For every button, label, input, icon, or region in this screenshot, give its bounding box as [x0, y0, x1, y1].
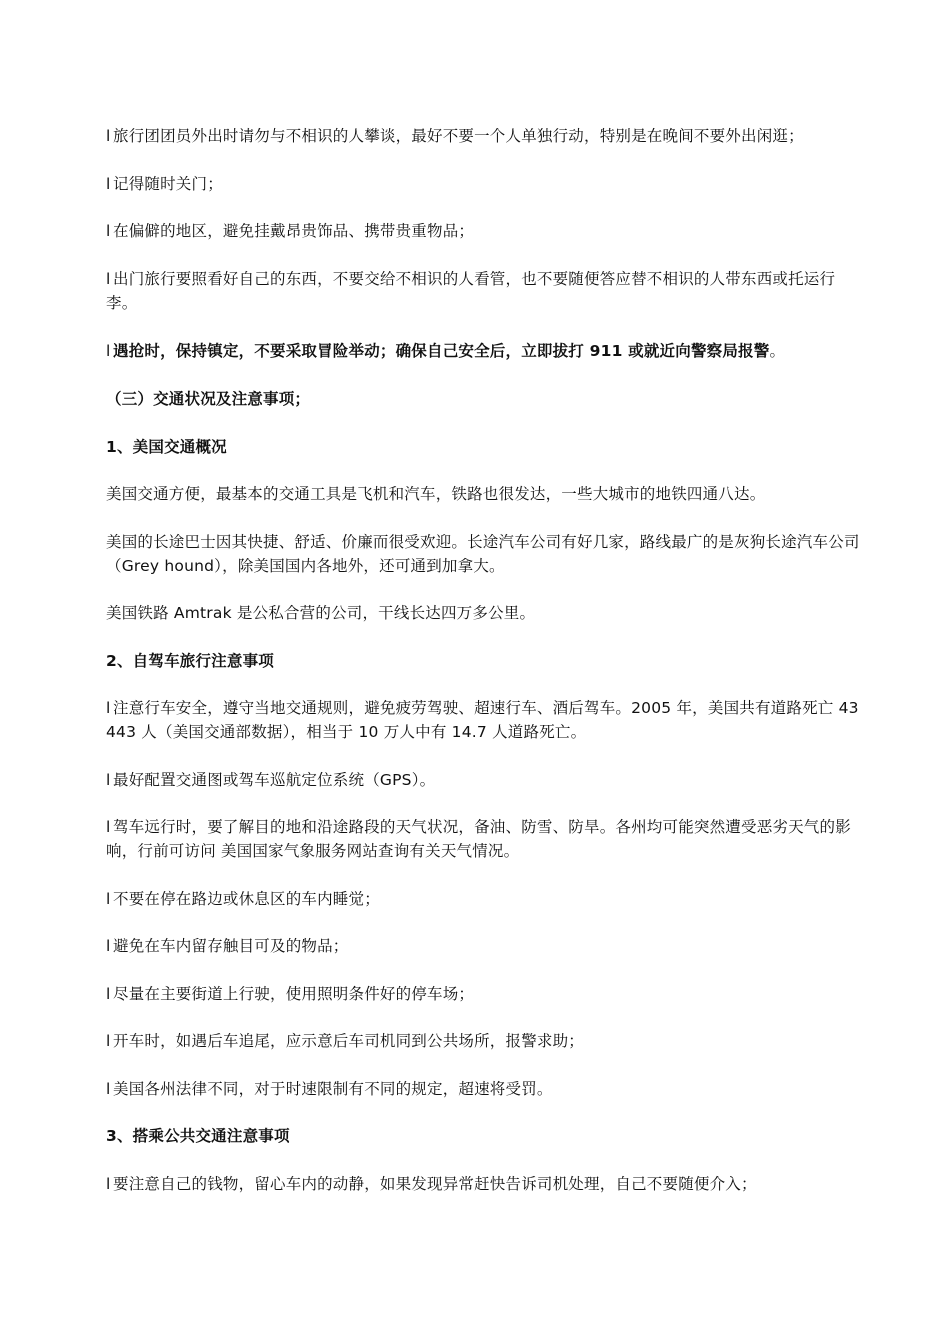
bullet-marker: l — [106, 127, 111, 145]
paragraph — [106, 530, 862, 578]
paragraph-text: 旅行团团员外出时请勿与不相识的人攀谈，最好不要一个人单独行动，特别是在晚间不要外出闲逛； — [113, 127, 804, 145]
paragraph-bullet — [106, 1029, 862, 1053]
bullet-marker: l — [106, 1080, 111, 1098]
paragraph-text: 最好配置交通图或驾车巡航定位系统（GPS）。 — [113, 771, 436, 789]
paragraph-text: 美国铁路 Amtrak 是公私合营的公司，干线长达四万多公里。 — [106, 604, 536, 622]
bullet-marker: l — [106, 937, 111, 955]
paragraph-text: 尽量在主要街道上行驶，使用照明条件好的停车场； — [113, 985, 475, 1003]
bullet-marker: l — [106, 1175, 111, 1193]
paragraph — [106, 482, 862, 506]
paragraph-bullet-bold — [106, 339, 862, 363]
paragraph-bullet — [106, 934, 862, 958]
subsection-heading-text: 1、美国交通概况 — [106, 438, 227, 456]
paragraph-bullet — [106, 815, 862, 863]
subsection-heading-text: 3、搭乘公共交通注意事项 — [106, 1127, 290, 1145]
paragraph-text: 在偏僻的地区，避免挂戴昂贵饰品、携带贵重物品； — [113, 222, 475, 240]
bullet-marker: l — [106, 771, 111, 789]
paragraph — [106, 601, 862, 625]
bullet-marker: l — [106, 270, 111, 288]
subsection-heading — [106, 435, 862, 459]
paragraph-text: 驾车远行时，要了解目的地和沿途路段的天气状况，备油、防雪、防旱。各州均可能突然遭受恶劣天气的影响，行前可访问 美国国家气象服务网站查询有关天气情况。 — [106, 818, 851, 860]
bullet-marker: l — [106, 342, 111, 360]
subsection-heading-text: 2、自驾车旅行注意事项 — [106, 652, 274, 670]
paragraph-text: 避免在车内留存触目可及的物品； — [113, 937, 349, 955]
paragraph-text: 美国的长途巴士因其快捷、舒适、价廉而很受欢迎。长途汽车公司有好几家，路线最广的是灰狗长途汽车公司（Grey hound），除美国国内各地外，还可通到加拿大。 — [106, 533, 860, 575]
paragraph-text: 出门旅行要照看好自己的东西，不要交给不相识的人看管，也不要随便答应替不相识的人带东西或托运行李。 — [106, 270, 836, 312]
bullet-marker: l — [106, 1032, 111, 1050]
paragraph-bullet — [106, 982, 862, 1006]
paragraph-bullet — [106, 696, 862, 744]
bullet-marker: l — [106, 818, 111, 836]
bullet-marker: l — [106, 890, 111, 908]
paragraph-bullet — [106, 124, 862, 148]
paragraph-bullet — [106, 219, 862, 243]
paragraph-text: 不要在停在路边或休息区的车内睡觉； — [113, 890, 380, 908]
paragraph-text: 记得随时关门； — [113, 175, 223, 193]
section-heading — [106, 387, 862, 411]
paragraph-end-punct: 。 — [769, 342, 786, 360]
paragraph-text: 注意行车安全，遵守当地交通规则，避免疲劳驾驶、超速行车、酒后驾车。2005 年，美国共有道路死亡 43443 人（美国交通部数据），相当于 10 万人中有 14.7 人道路死亡。 — [106, 699, 859, 741]
paragraph-text: 美国交通方便，最基本的交通工具是飞机和汽车，铁路也很发达，一些大城市的地铁四通八达。 — [106, 485, 766, 503]
bullet-marker: l — [106, 985, 111, 1003]
paragraph-bullet — [106, 267, 862, 315]
paragraph-text: 开车时，如遇后车追尾，应示意后车司机同到公共场所，报警求助； — [113, 1032, 585, 1050]
subsection-heading — [106, 649, 862, 673]
subsection-heading — [106, 1124, 862, 1148]
section-heading-text: （三）交通状况及注意事项； — [106, 390, 311, 408]
emphasis-text: 遇抢时，保持镇定，不要采取冒险举动；确保自己安全后，立即拔打 911 或就近向警察局报警 — [113, 342, 770, 360]
paragraph-text: 美国各州法律不同，对于时速限制有不同的规定，超速将受罚。 — [113, 1080, 553, 1098]
paragraph-bullet — [106, 1077, 862, 1101]
paragraph-bullet — [106, 172, 862, 196]
bullet-marker: l — [106, 222, 111, 240]
bullet-marker: l — [106, 699, 111, 717]
paragraph-bullet — [106, 1172, 862, 1196]
bullet-marker: l — [106, 175, 111, 193]
paragraph-text: 要注意自己的钱物，留心车内的动静，如果发现异常赶快告诉司机处理，自己不要随便介入； — [113, 1175, 757, 1193]
paragraph-bullet — [106, 887, 862, 911]
paragraph-bullet — [106, 768, 862, 792]
